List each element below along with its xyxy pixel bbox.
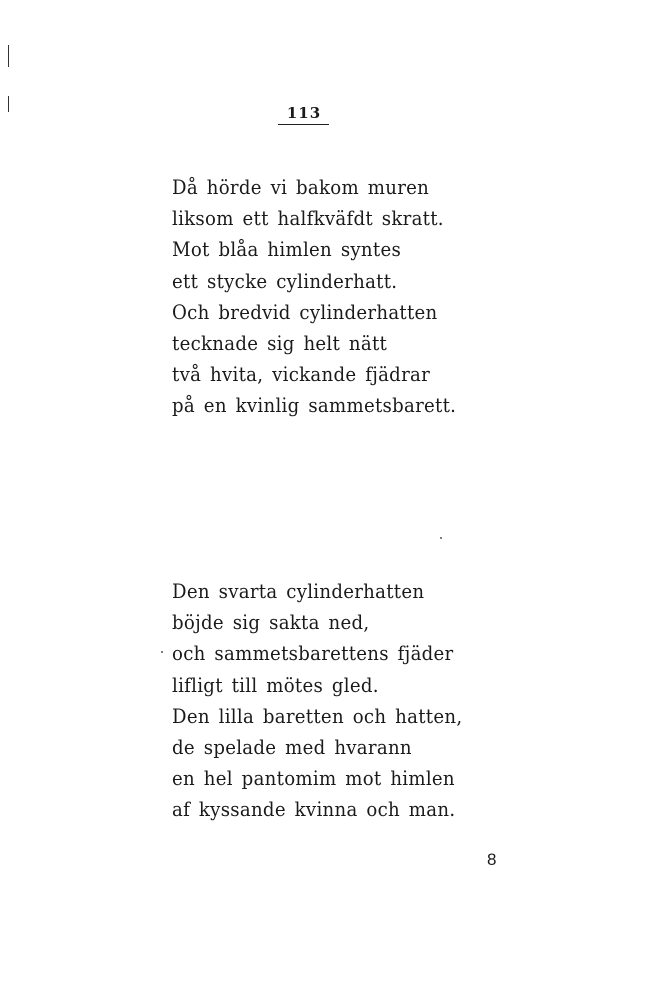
verse-line: och sammetsbarettens fjäder — [172, 642, 454, 666]
scan-margin-mark — [8, 45, 9, 67]
page-number-rule — [278, 124, 329, 125]
verse-line: liksom ett halfkväfdt skratt. — [172, 207, 444, 231]
verse-line: de spelade med hvarann — [172, 735, 412, 759]
verse-line: en hel pantomim mot himlen — [172, 767, 455, 791]
verse-line: tecknade sig helt nätt — [172, 331, 388, 355]
verse-line: två hvita, vickande fjädrar — [172, 363, 431, 387]
stanza-1 — [172, 172, 478, 422]
scan-speck — [440, 537, 442, 539]
verse-line: på en kvinlig sammetsbarett. — [172, 394, 457, 418]
verse-line: Mot blåa himlen syntes — [172, 238, 402, 262]
verse-line: ett stycke cylinderhatt. — [172, 269, 398, 293]
scan-speck — [161, 651, 163, 653]
scan-margin-mark — [8, 96, 9, 112]
stanza-2 — [172, 576, 484, 826]
verse-line: böjde sig sakta ned, — [172, 611, 370, 635]
verse-line: af kyssande kvinna och man. — [172, 798, 456, 822]
page-number: 113 — [286, 104, 322, 122]
verse-line: Och bredvid cylinderhatten — [172, 300, 438, 324]
verse-line: Den svarta cylinderhatten — [172, 580, 425, 603]
verse-line: Då hörde vi bakom muren — [172, 176, 430, 199]
signature-mark: 8 — [487, 850, 497, 869]
verse-line: Den lilla baretten och hatten, — [172, 704, 463, 728]
verse-line: lifligt till mötes gled. — [172, 673, 379, 697]
